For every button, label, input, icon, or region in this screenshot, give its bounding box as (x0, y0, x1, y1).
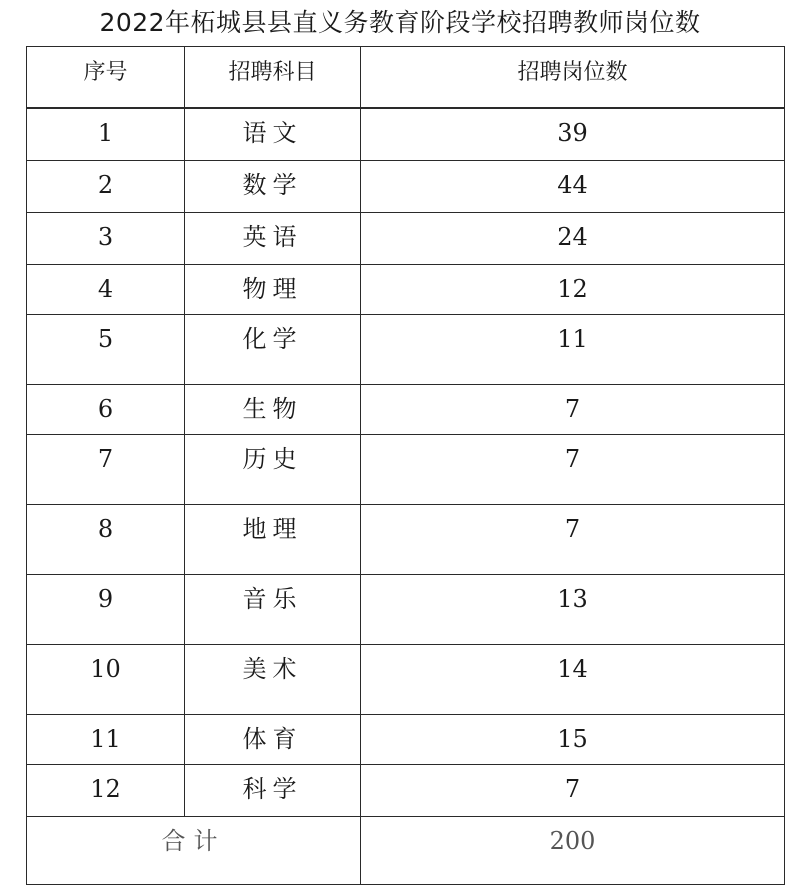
row-number: 11 (27, 714, 185, 764)
row-count: 11 (361, 314, 785, 384)
table-header-row (27, 47, 785, 109)
row-number: 3 (27, 212, 185, 264)
table-row (27, 504, 785, 574)
row-subject: 音乐 (185, 574, 361, 644)
row-count: 7 (361, 434, 785, 504)
row-count: 24 (361, 212, 785, 264)
header-subject: 招聘科目 (185, 47, 361, 109)
table-row (27, 644, 785, 714)
row-number: 8 (27, 504, 185, 574)
row-subject: 地理 (185, 504, 361, 574)
table-row (27, 160, 785, 212)
row-count: 14 (361, 644, 785, 714)
row-count: 7 (361, 504, 785, 574)
row-count: 7 (361, 764, 785, 816)
header-number: 序号 (27, 47, 185, 109)
row-subject: 生物 (185, 384, 361, 434)
row-subject: 科学 (185, 764, 361, 816)
row-number: 9 (27, 574, 185, 644)
header-positions: 招聘岗位数 (361, 47, 785, 109)
row-number: 5 (27, 314, 185, 384)
table-row (27, 764, 785, 816)
row-count: 44 (361, 160, 785, 212)
row-subject: 化学 (185, 314, 361, 384)
row-number: 1 (27, 108, 185, 160)
table-row (27, 574, 785, 644)
row-number: 6 (27, 384, 185, 434)
row-number: 4 (27, 264, 185, 314)
row-number: 12 (27, 764, 185, 816)
total-count: 200 (361, 816, 785, 884)
row-subject: 数学 (185, 160, 361, 212)
row-count: 39 (361, 108, 785, 160)
row-count: 15 (361, 714, 785, 764)
row-count: 7 (361, 384, 785, 434)
row-number: 7 (27, 434, 185, 504)
table-row (27, 314, 785, 384)
table-row (27, 384, 785, 434)
table-row (27, 264, 785, 314)
page-title: 2022年柘城县县直义务教育阶段学校招聘教师岗位数 (99, 8, 701, 37)
recruitment-table (26, 46, 785, 885)
row-subject: 历史 (185, 434, 361, 504)
row-subject: 美术 (185, 644, 361, 714)
row-number: 2 (27, 160, 185, 212)
row-subject: 物理 (185, 264, 361, 314)
row-subject: 英语 (185, 212, 361, 264)
row-count: 13 (361, 574, 785, 644)
table-row (27, 714, 785, 764)
row-count: 12 (361, 264, 785, 314)
total-row (27, 816, 785, 884)
table-row (27, 108, 785, 160)
row-subject: 体育 (185, 714, 361, 764)
table-row (27, 212, 785, 264)
table-row (27, 434, 785, 504)
row-subject: 语文 (185, 108, 361, 160)
row-number: 10 (27, 644, 185, 714)
total-label: 合计 (27, 816, 361, 884)
